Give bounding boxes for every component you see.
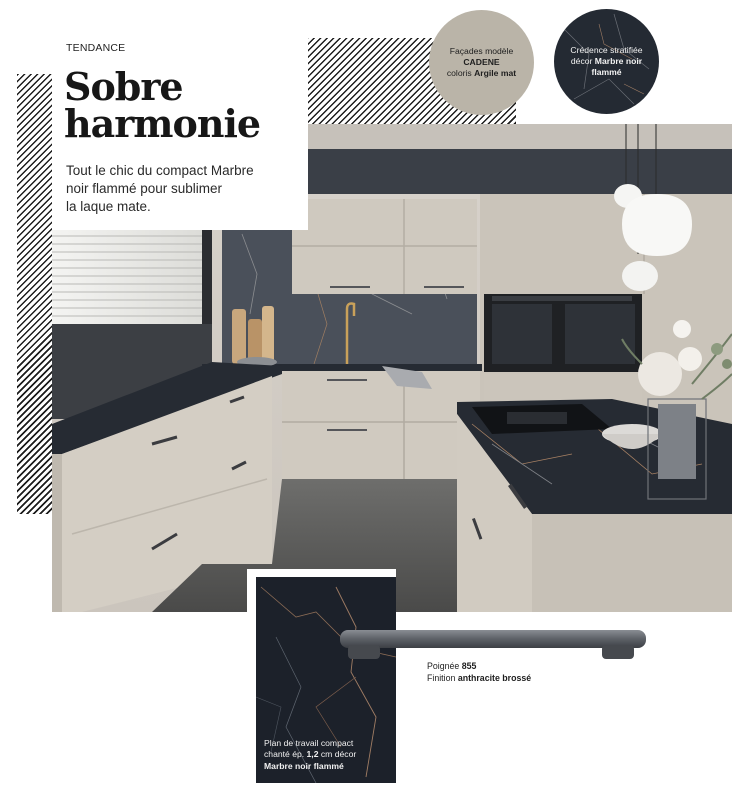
facade-colour-prefix: coloris	[446, 68, 472, 78]
facade-model: CADENE	[463, 57, 500, 67]
credence-decor: Marbre noir	[594, 56, 643, 66]
handle-caption	[427, 661, 531, 684]
facade-callout	[429, 10, 534, 115]
worktop-decor: Marbre noir flammé	[264, 760, 344, 771]
worktop-sample	[256, 577, 396, 783]
handle-finish: anthracite brossé	[457, 672, 532, 683]
worktop-line-2-suffix: cm décor	[320, 749, 357, 759]
credence-callout-text	[564, 45, 650, 78]
title-line-2: harmonie	[64, 101, 261, 146]
lead-text	[66, 162, 296, 216]
lead-line-2: noir flammé pour sublimer	[66, 181, 223, 196]
facade-colour: Argile mat	[474, 68, 517, 78]
lead-line-3: la laque mate.	[66, 199, 151, 214]
facade-callout-text	[439, 46, 525, 79]
lead-line-1: Tout le chic du compact Marbre	[66, 163, 254, 178]
worktop-caption	[264, 738, 392, 773]
worktop-line-2-prefix: chanté ép.	[264, 749, 305, 759]
credence-line-1: Crédence stratifiée	[570, 45, 643, 55]
worktop-thickness: 1,2	[306, 749, 319, 759]
title-line-1: Sobre	[64, 64, 183, 109]
handle-model: 855	[461, 661, 477, 671]
credence-decor-line-2: flammé	[591, 67, 622, 77]
title-card	[52, 0, 308, 230]
credence-callout	[554, 9, 659, 114]
kicker: TENDANCE	[66, 42, 126, 54]
facade-line-1: Façades modèle	[449, 46, 514, 56]
worktop-line-1: Plan de travail compact	[264, 737, 354, 748]
credence-decor-prefix: décor	[570, 56, 593, 66]
handle-name-prefix: Poignée	[427, 661, 460, 671]
handle-icon	[336, 627, 648, 663]
page-title	[64, 64, 261, 146]
handle-finish-prefix: Finition	[427, 672, 456, 683]
